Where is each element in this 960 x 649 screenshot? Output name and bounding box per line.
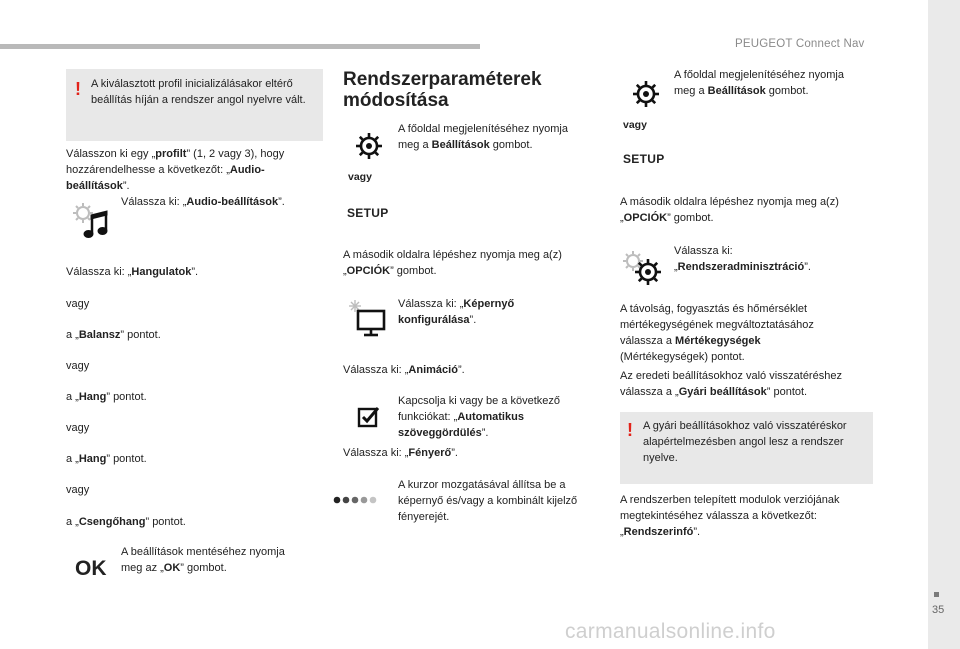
brightness-dots-icon bbox=[332, 493, 380, 507]
autoscroll-step: Kapcsolja ki vagy be a következő funkciókat: „Automatikus szöveggördülés”. bbox=[398, 395, 561, 439]
profile-paragraph: Válasszon ki egy „profilt” (1, 2 vagy 3), hogy hozzárendelhesse a következőt: „Audio- beállítások”. bbox=[66, 148, 285, 192]
mood-option: Válassza ki: „Hangulatok”. bbox=[66, 266, 199, 278]
note-text: A kiválasztott profil inicializálásakor eltérő beállítás híján a rendszer angol nyelvre vált. bbox=[91, 78, 306, 106]
screen-config-step: Válassza ki: „Képernyő konfigurálása”. bbox=[398, 298, 515, 326]
audio-settings-step: Válassza ki: „Audio-beállítások”. bbox=[121, 196, 285, 208]
or-text: vagy bbox=[66, 298, 90, 310]
save-step: A beállítások mentéséhez nyomja meg az „OK” gombot. bbox=[121, 546, 285, 574]
sound-option: a „Hang” pontot. bbox=[66, 391, 147, 403]
ringtone-option: a „Csengőhang” pontot. bbox=[66, 516, 186, 528]
header-rule bbox=[0, 44, 480, 49]
setup-button-label: SETUP bbox=[347, 206, 389, 220]
or-text: vagy bbox=[66, 360, 90, 372]
music-note-settings-icon bbox=[70, 200, 114, 242]
display-settings-icon bbox=[347, 298, 387, 338]
brightness-description: A kurzor mozgatásával állítsa be a képernyő és/vagy a kombinált kijelző fényerejét. bbox=[398, 479, 578, 523]
warning-exclamation-icon: ! bbox=[75, 79, 81, 99]
units-paragraph: A távolság, fogyasztás és hőmérséklet mértékegységének megváltoztatásához válassza a Mértékegységek (Mértékegységek) pontot. bbox=[620, 303, 814, 363]
setup-button-label: SETUP bbox=[623, 152, 665, 166]
settings-gear-icon bbox=[631, 79, 661, 109]
options-step: A második oldalra lépéshez nyomja meg a(z) „OPCIÓK” gombot. bbox=[343, 249, 562, 277]
sound-option: a „Hang” pontot. bbox=[66, 453, 147, 465]
watermark: carmanualsonline.info bbox=[565, 620, 776, 643]
home-step: A főoldal megjelenítéséhez nyomja meg a Beállítások gombot. bbox=[674, 69, 844, 97]
or-label: vagy bbox=[348, 171, 372, 183]
page-number: 35 bbox=[932, 604, 945, 616]
checkbox-icon bbox=[357, 405, 381, 429]
animation-option: Válassza ki: „Animáció”. bbox=[343, 364, 465, 376]
or-text: vagy bbox=[66, 422, 90, 434]
side-margin bbox=[928, 0, 960, 649]
home-step: A főoldal megjelenítéséhez nyomja meg a Beállítások gombot. bbox=[398, 123, 568, 151]
note-text: A gyári beállításokhoz való visszatéréskor alapértelmezésben angol lesz a rendszer nyelve. bbox=[643, 420, 847, 464]
ok-button-label: OK bbox=[75, 557, 107, 580]
or-label: vagy bbox=[623, 119, 647, 131]
options-step: A második oldalra lépéshez nyomja meg a(z) „OPCIÓK” gombot. bbox=[620, 196, 839, 224]
dual-gear-icon bbox=[620, 248, 666, 288]
warning-exclamation-icon: ! bbox=[627, 420, 633, 440]
section-title: Rendszerparaméterek módosítása bbox=[343, 69, 542, 111]
balance-option: a „Balansz” pontot. bbox=[66, 329, 161, 341]
sysadmin-step: Válassza ki: „Rendszeradminisztráció”. bbox=[674, 245, 811, 273]
system-info-paragraph: A rendszerben telepített modulok verziójának megtekintéséhez válassza a következőt: „Rendszerinfó”. bbox=[620, 494, 840, 538]
page-marker bbox=[934, 592, 939, 597]
or-text: vagy bbox=[66, 484, 90, 496]
brightness-option: Válassza ki: „Fényerő”. bbox=[343, 447, 458, 459]
factory-reset-paragraph: Az eredeti beállításokhoz való visszatéréshez válassza a „Gyári beállítások” pontot. bbox=[620, 370, 842, 398]
settings-gear-icon bbox=[354, 131, 384, 161]
brand-title: PEUGEOT Connect Nav bbox=[735, 38, 865, 50]
